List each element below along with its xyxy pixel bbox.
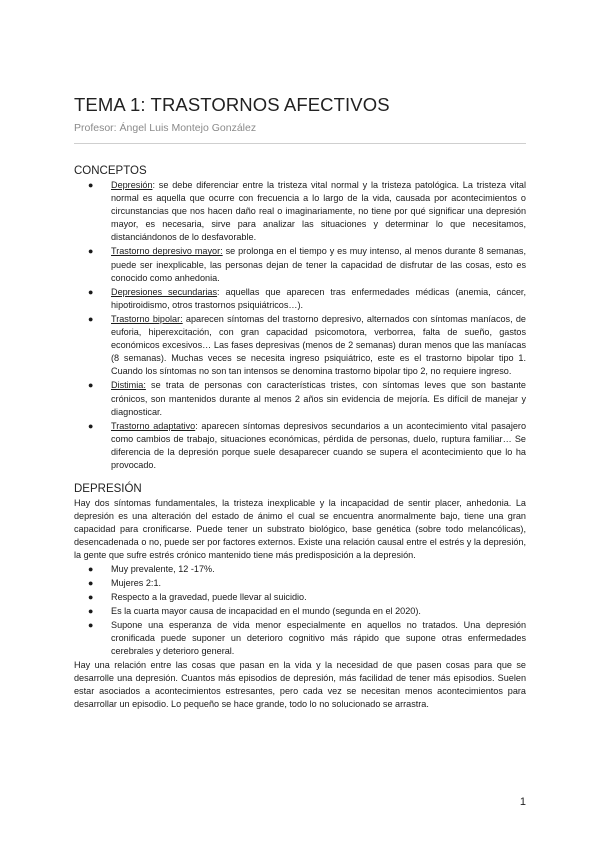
page-number: 1 bbox=[519, 796, 526, 808]
depresion-fact-item bbox=[74, 591, 526, 604]
concept-definition: : se debe diferenciar entre la tristeza vital normal y la tristeza patológica. La tristeza vital normal es aquella que ocurre con frecuencia a lo largo de la vida, causada por acontecimientos o circunstancias que nos hacen daño real o imaginariamente, no tiene por qué significar una depresión mayor, es necesaria, sirve para analizar las situaciones y determinar lo que necesitamos, distanciándonos de lo desfavorable. bbox=[111, 180, 526, 243]
section-heading-conceptos: CONCEPTOS bbox=[74, 165, 147, 177]
conceptos-list bbox=[74, 179, 526, 472]
depresion-fact-item bbox=[74, 619, 526, 658]
document-subtitle: Profesor: Ángel Luis Montejo González bbox=[74, 122, 257, 134]
bullet-icon: ● bbox=[88, 380, 94, 391]
depresion-fact-text: Supone una esperanza de vida menor especialmente en aquellos no tratados. Una depresión cronificada puede suponer un deterioro cognitivo más rápido que supone otras enfermedades cerebrales y deterioro general. bbox=[111, 619, 526, 657]
concept-term: Depresiones secundarias bbox=[111, 286, 218, 297]
concept-item bbox=[74, 245, 526, 284]
document-title: TEMA 1: TRASTORNOS AFECTIVOS bbox=[74, 94, 390, 115]
title-divider bbox=[74, 143, 526, 144]
bullet-icon: ● bbox=[88, 286, 94, 297]
concept-item bbox=[74, 286, 526, 312]
bullet-icon: ● bbox=[88, 563, 94, 574]
concept-definition: : aparecen síntomas depresivos secundarios a un acontecimiento vital pasajero como cambios de trabajo, situaciones económicas, pérdida de personas, duelo, ruptura familiar… Se diferencia de la depresión porque suele desaparecer cuando se supera el acontecimiento que lo ha provocado. bbox=[111, 420, 526, 470]
depresion-intro-paragraph: Hay dos síntomas fundamentales, la tristeza inexplicable y la incapacidad de sentir placer, anhedonia. La depresión es una alteración del estado de ánimo el cual se encuentra anormalmente bajo, tiene una gran capacidad para cronificarse. Puede tener un substrato biológico, base genética (sobre todo melancólicas), desencadenada o no, puede ser por factores externos. Existe una relación causal entre el estrés y la depresión, la gente que sufre estrés crónico mantenido tiene más predisposición a la depresión. bbox=[74, 498, 526, 561]
depresion-fact-text: Respecto a la gravedad, puede llevar al suicidio. bbox=[111, 591, 307, 602]
depresion-fact-text: Mujeres 2:1. bbox=[111, 577, 162, 588]
concept-item bbox=[74, 420, 526, 472]
concept-term: Distimia: bbox=[111, 380, 146, 391]
concept-definition: se trata de personas con características tristes, con síntomas leves que son bastante crónicos, son mantenidos durante al menos 2 años sin evidencia de mejoría. Es difícil de manejar y diagnosticar. bbox=[111, 380, 526, 417]
concept-term: Depresión bbox=[111, 180, 153, 190]
bullet-icon: ● bbox=[88, 577, 94, 588]
bullet-icon: ● bbox=[88, 619, 94, 630]
concept-item bbox=[74, 179, 526, 244]
concept-definition: aparecen síntomas del trastorno depresivo, alternados con síntomas maníacos, de euforia, hiperexcitación, con gran capacidad psicomotora, verborrea, falta de sueño, gastos económicos excesivos… Las fases depresivas (menos de 2 semanas) duran menos que las maníacas (8 semanas). Muchas veces se necesita ingreso psiquiátrico, este es el trastorno bipolar tipo 1. Cuando los síntomas no son tan intensos se denomina trastorno bipolar tipo 2, no requiere ingreso. bbox=[111, 313, 526, 377]
depresion-outro-paragraph: Hay una relación entre las cosas que pasan en la vida y la necesidad de que pasen cosas para que se desarrolle una depresión. Cuantos más episodios de depresión, más facilidad de tener más episodios. Suelen estar asociados a acontecimientos estresantes, pero cada vez se necesitan menos acontecimientos para desarrollar un episodio. Lo pequeño se hace grande, todo lo no solucionado se arrastra. bbox=[74, 660, 526, 710]
concept-definition: : aquellas que aparecen tras enfermedades médicas (anemia, cáncer, hipotiroidismo, otros trastornos psiquiátricos…). bbox=[111, 286, 526, 310]
concept-definition: se prolonga en el tiempo y es muy intenso, al menos durante 8 semanas, puede ser inexplicable, las personas dejan de tener la capacidad de disfrutar de las cosas, esto es conocido como anhedonia. bbox=[111, 246, 526, 283]
bullet-icon: ● bbox=[88, 246, 94, 257]
concept-item bbox=[74, 379, 526, 418]
depresion-fact-item bbox=[74, 605, 526, 618]
document-page bbox=[74, 94, 526, 712]
depresion-fact-item bbox=[74, 563, 526, 576]
bullet-icon: ● bbox=[88, 180, 94, 190]
bullet-icon: ● bbox=[88, 605, 94, 616]
bullet-icon: ● bbox=[88, 591, 94, 602]
bullet-icon: ● bbox=[88, 420, 94, 431]
concept-term: Trastorno bipolar: bbox=[111, 313, 183, 324]
concept-term: Trastorno depresivo mayor: bbox=[111, 246, 223, 257]
concept-term: Trastorno adaptativo bbox=[111, 420, 196, 431]
depresion-fact-item bbox=[74, 577, 526, 590]
depresion-list bbox=[74, 563, 526, 659]
concept-item bbox=[74, 313, 526, 378]
section-heading-depresion: DEPRESIÓN bbox=[74, 483, 142, 496]
bullet-icon: ● bbox=[88, 313, 94, 324]
depresion-fact-text: Muy prevalente, 12 -17%. bbox=[111, 563, 215, 574]
depresion-fact-text: Es la cuarta mayor causa de incapacidad en el mundo (segunda en el 2020). bbox=[111, 605, 421, 616]
